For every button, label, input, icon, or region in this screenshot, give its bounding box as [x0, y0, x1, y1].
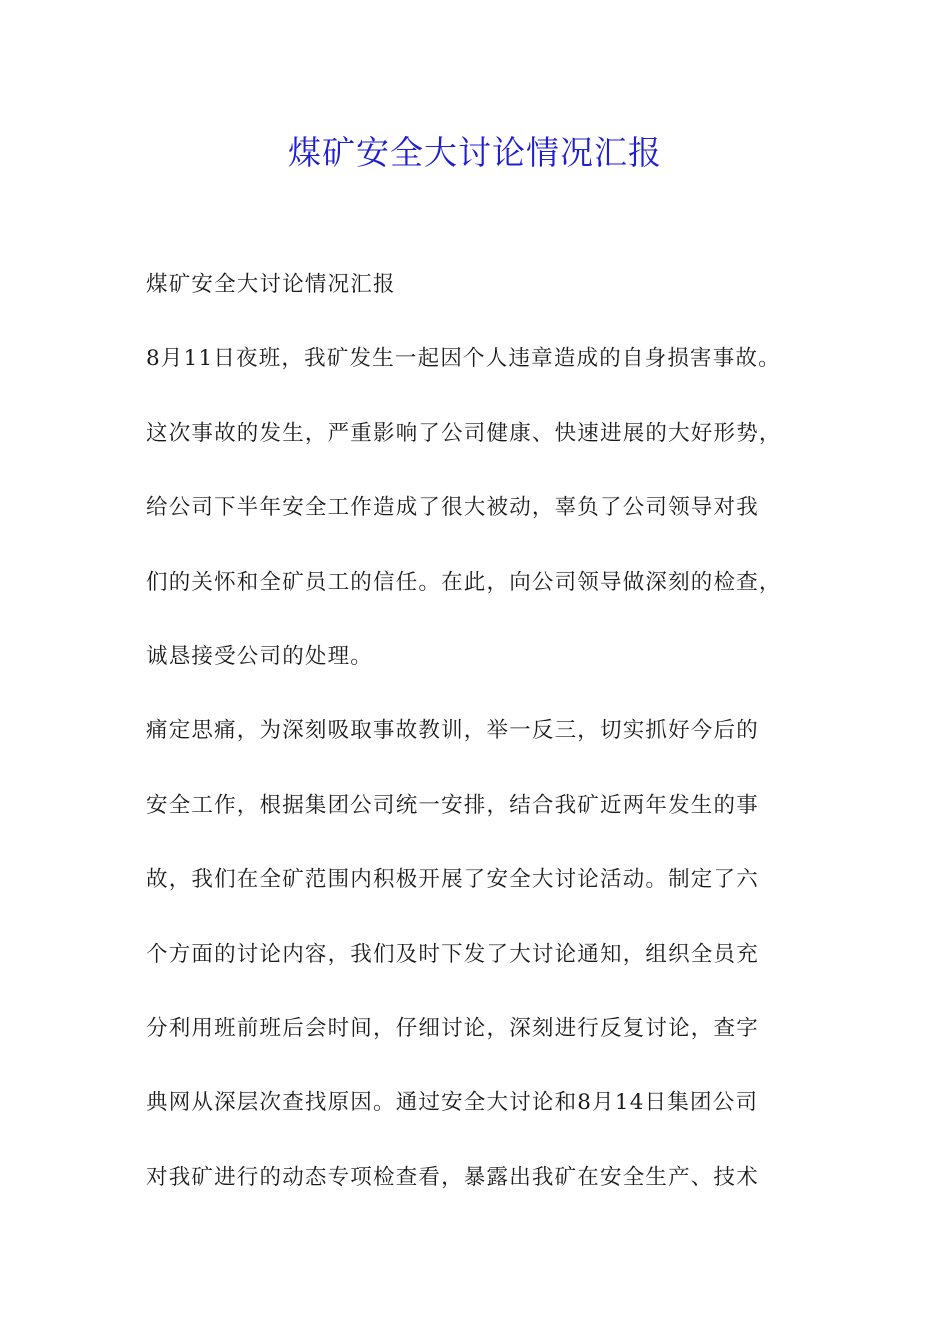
- text-line: 们的关怀和全矿员工的信任。在此，向公司领导做深刻的检查，: [146, 569, 782, 595]
- text-line: 8月11日夜班，我矿发生一起因个人违章造成的自身损害事故。: [146, 346, 781, 372]
- text-line: 诚恳接受公司的处理。: [146, 643, 374, 669]
- document-body: [146, 260, 826, 1227]
- text-line: 这次事故的发生，严重影响了公司健康、快速进展的大好形势，: [146, 420, 782, 446]
- text-line: 对我矿进行的动态专项检查看，暴露出我矿在安全生产、技术: [146, 1164, 759, 1190]
- text-line: 分利用班前班后会时间，仔细讨论，深刻进行反复讨论，查字: [146, 1015, 759, 1041]
- text-line: 个方面的讨论内容，我们及时下发了大讨论通知，组织全员充: [146, 941, 759, 967]
- text-line: 痛定思痛，为深刻吸取事故教训，举一反三，切实抓好今后的: [146, 718, 759, 744]
- document-title: 煤矿安全大讨论情况汇报: [288, 133, 662, 172]
- text-line: 典网从深层次查找原因。通过安全大讨论和8月14日集团公司: [146, 1090, 759, 1116]
- text-line: 给公司下半年安全工作造成了很大被动，辜负了公司领导对我: [146, 495, 759, 521]
- text-line: 煤矿安全大讨论情况汇报: [146, 272, 396, 297]
- text-line: 安全工作，根据集团公司统一安排，结合我矿近两年发生的事: [146, 792, 759, 818]
- text-line: 故，我们在全矿范围内积极开展了安全大讨论活动。制定了六: [146, 867, 759, 893]
